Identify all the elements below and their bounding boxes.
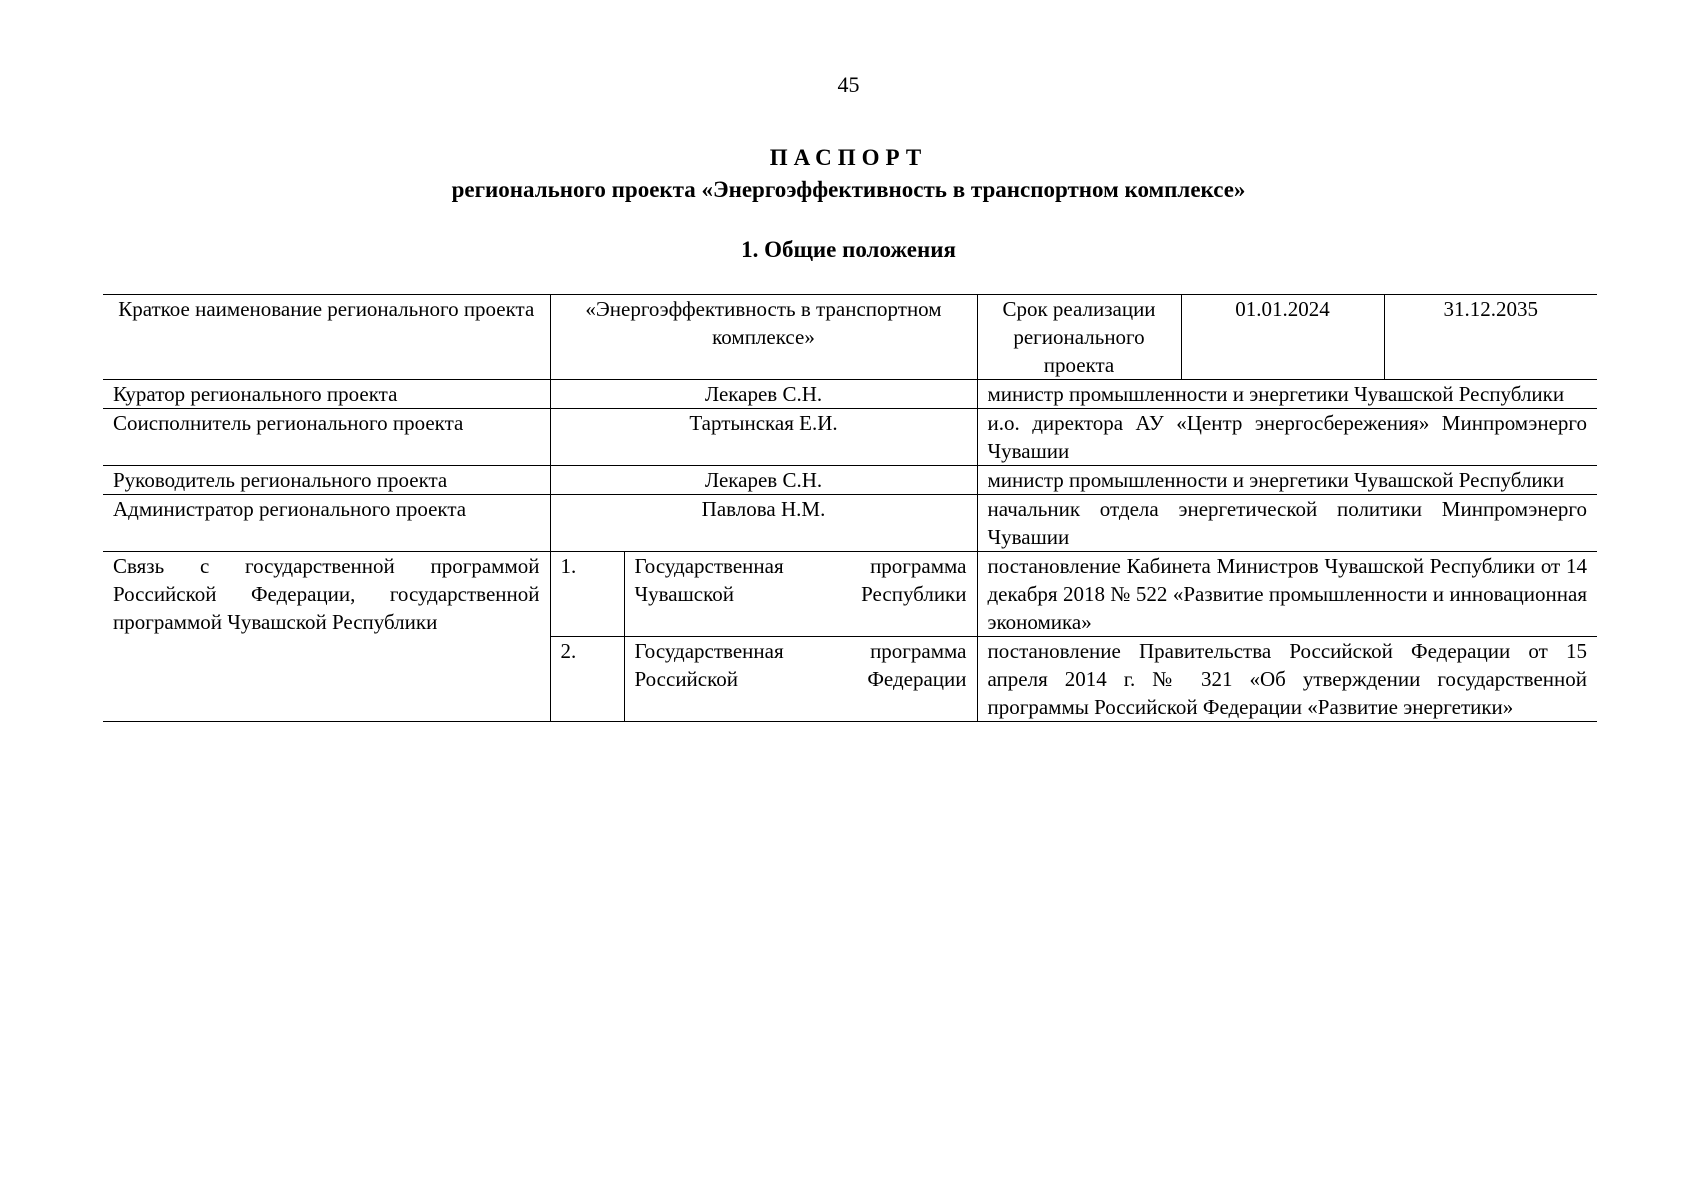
table-row	[103, 409, 1597, 466]
term-end: 31.12.2035	[1384, 295, 1597, 380]
document-subtitle: регионального проекта «Энергоэффективность в транспортном комплексе»	[451, 177, 1246, 202]
term-label: Срок реализации регионального проекта	[977, 295, 1181, 380]
page-number: 45	[837, 72, 860, 97]
table-row	[103, 495, 1597, 552]
table-row-program-1	[103, 552, 1597, 637]
row-person: Тартынская Е.И.	[550, 409, 977, 466]
document-title: ПАСПОРТ	[769, 145, 928, 170]
link-label: Связь с государственной программой Российской Федерации, государственной программой Чувашской Республики	[103, 552, 550, 722]
program-act: постановление Правительства Российской Федерации от 15 апреля 2014 г. № 321 «Об утверждении государственной программы Российской Федерации «Развитие энергетики»	[977, 637, 1597, 722]
program-act: постановление Кабинета Министров Чувашской Республики от 14 декабря 2018 № 522 «Развитие промышленности и инновационная экономика»	[977, 552, 1597, 637]
row-label: Куратор регионального проекта	[103, 380, 550, 409]
passport-table	[103, 294, 1597, 722]
term-start: 01.01.2024	[1181, 295, 1384, 380]
table-row-short-name	[103, 295, 1597, 380]
program-name: Государственная программа Чувашской Республики	[624, 552, 977, 637]
short-name-label: Краткое наименование регионального проекта	[103, 295, 550, 380]
row-position: и.о. директора АУ «Центр энергосбережения» Минпромэнерго Чувашии	[977, 409, 1597, 466]
table-row	[103, 466, 1597, 495]
row-label: Администратор регионального проекта	[103, 495, 550, 552]
row-person: Павлова Н.М.	[550, 495, 977, 552]
row-person: Лекарев С.Н.	[550, 380, 977, 409]
short-name-value: «Энергоэффективность в транспортном комплексе»	[550, 295, 977, 380]
row-label: Руководитель регионального проекта	[103, 466, 550, 495]
section-title: 1. Общие положения	[741, 237, 956, 262]
program-name: Государственная программа Российской Федерации	[624, 637, 977, 722]
row-position: министр промышленности и энергетики Чувашской Республики	[977, 380, 1597, 409]
row-person: Лекарев С.Н.	[550, 466, 977, 495]
row-label: Соисполнитель регионального проекта	[103, 409, 550, 466]
row-position: министр промышленности и энергетики Чувашской Республики	[977, 466, 1597, 495]
row-position: начальник отдела энергетической политики Минпромэнерго Чувашии	[977, 495, 1597, 552]
program-number: 2.	[550, 637, 624, 722]
table-row	[103, 380, 1597, 409]
program-number: 1.	[550, 552, 624, 637]
